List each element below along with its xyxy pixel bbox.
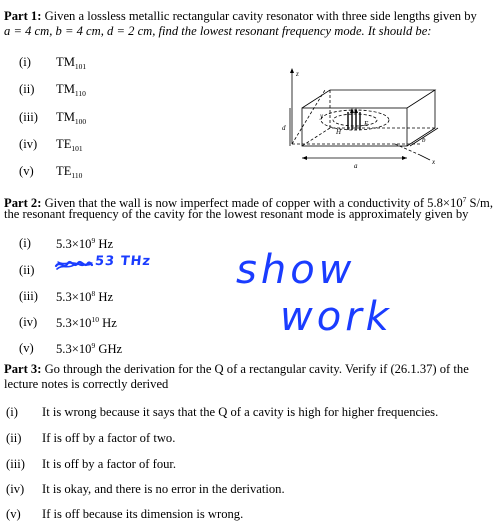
part3-option-text: If is off because its dimension is wrong. xyxy=(42,507,244,521)
part3-option-num: (i) xyxy=(6,405,18,419)
part3-option-text: If is off by a factor of two. xyxy=(42,431,176,445)
part3-option-num: (v) xyxy=(6,507,21,521)
part2-question-line1: Part 2: Given that the wall is now imperfect made of copper with a conductivity of $5.8\times 10^7$ S/m, xyxy=(4,195,493,210)
part2-option-num: (i) xyxy=(19,236,31,250)
part3-option-text: It is okay, and there is no error in the derivation. xyxy=(42,482,285,496)
part3-option-num: (iii) xyxy=(6,457,25,471)
part3-option-text: It is off by a factor of four. xyxy=(42,457,177,471)
part3-option-num: (ii) xyxy=(6,431,22,445)
part1-option-num: (iv) xyxy=(19,137,38,151)
a-label: a xyxy=(354,162,358,170)
part1-option-value: $TM_{101}$ xyxy=(56,55,87,71)
part1-option-num: (v) xyxy=(19,164,34,178)
part1-option-value: $TE_{101}$ xyxy=(56,137,83,153)
b-label: b xyxy=(422,136,426,144)
part1-option-value: $TE_{110}$ xyxy=(56,164,83,180)
part2-option-value: $5.3\times 10^9$ GHz xyxy=(56,341,123,356)
h-label: H xyxy=(336,128,342,136)
x-label: x xyxy=(432,158,436,166)
part2-option-value: $5.3\times 10^9$ Hz xyxy=(56,236,114,251)
part2-option-num: (v) xyxy=(19,341,34,355)
scribble-mark xyxy=(54,257,94,273)
d-label: d xyxy=(282,124,286,132)
part1-question-line2: a = 4 cm, b = 4 cm, d = 2 cm, find the lowest resonant frequency mode. It should be: xyxy=(4,24,432,38)
handwritten-answer: 53 THz xyxy=(94,254,152,269)
part1-option-value: $TM_{100}$ xyxy=(56,110,87,126)
part3-question-line1 xyxy=(4,362,469,377)
part2-option-value: $5.3\times 10^8$ Hz xyxy=(56,289,114,304)
handwritten-note xyxy=(228,245,438,340)
y-label: y xyxy=(320,112,324,120)
part1-text-line1: Given a lossless metallic rectangular cavity resonator with three side lengths given by xyxy=(44,9,477,23)
part2-option-num: (iii) xyxy=(19,289,38,303)
part1-question-line1 xyxy=(4,9,477,24)
part3-question-line2: lecture notes is correctly derived xyxy=(4,377,169,391)
part1-option-num: (ii) xyxy=(19,82,35,96)
part1-label: Part 1: xyxy=(4,9,42,23)
part3-option-text: It is wrong because it says that the Q of a cavity is high for higher frequencies. xyxy=(42,405,439,419)
part2-text-line1-pre: Given that the wall is now imperfect made of copper with a conductivity of 5.8×10 xyxy=(44,196,463,210)
part2-option-num: (iv) xyxy=(19,315,38,329)
z-label: z xyxy=(296,70,299,78)
part1-option-num: (i) xyxy=(19,55,31,69)
x-axis xyxy=(420,155,430,160)
part2-question-line2: the resonant frequency of the cavity for the lowest resonant mode is approximately given by xyxy=(4,207,469,221)
part3-label: Part 3: xyxy=(4,362,42,376)
part3-option-num: (iv) xyxy=(6,482,25,496)
part2-option-value: $5.3\times 10^{10}$ Hz xyxy=(56,315,117,330)
part1-option-num: (iii) xyxy=(19,110,38,124)
cavity-figure xyxy=(270,60,470,180)
part2-label: Part 2: xyxy=(4,196,42,210)
handwritten-note-line2: work xyxy=(280,294,393,340)
part2-option-num: (ii) xyxy=(19,263,35,277)
e-label: E xyxy=(364,120,369,128)
part1-option-value: $TM_{110}$ xyxy=(56,82,86,98)
handwritten-note-line1: show xyxy=(236,247,356,293)
part3-text-line1: Go through the derivation for the Q of a rectangular cavity. Verify if (26.1.37) of the xyxy=(44,362,469,376)
